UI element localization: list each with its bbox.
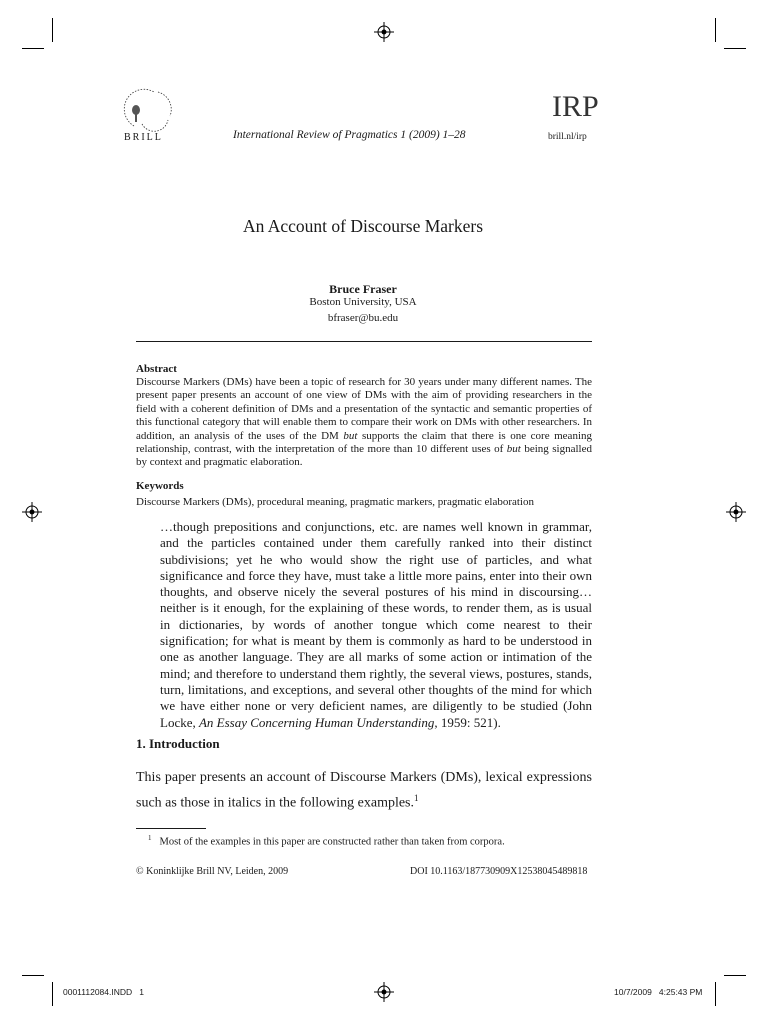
- abstract-emphasis: but: [343, 429, 358, 442]
- registration-mark-icon: [374, 22, 394, 42]
- crop-mark: [715, 18, 716, 42]
- journal-logo-text: IRP: [552, 90, 599, 123]
- epigraph-quote: …though prepositions and conjunctions, etc. are names well known in grammar, and the particles contained under them carefully ranked into their distinct subdivisions; yet he who would show the right use of particles, and what significance and force they have, must take a little more pains, enter into their own thoughts, and observe nicely the several postures of his mind in discoursing…neither is it enough, for the explaining of these words, to render them, as is usual in dictionaries, by words of another tongue which come nearest to their signification; for what is meant by them is commonly as hard to be understood in one as another language. They are all marks of some action or intimation of the mind; and therefore to understand them rightly, the several views, postures, stands, turn, limitations, and exceptions, and several other thoughts of the mind for which we have either none or very deficient names, are diligently to be studied (John Locke, An Essay Concerning Human Understanding, 1959: 521).: [160, 519, 592, 730]
- copyright-notice: © Koninklijke Brill NV, Leiden, 2009: [136, 866, 289, 877]
- print-slug-timestamp: 10/7/2009 4:25:43 PM: [614, 987, 703, 997]
- footnote-reference: 1: [414, 793, 419, 803]
- body-paragraph: This paper presents an account of Discourse Markers (DMs), lexical expressions such as those in italics in the following examples.$^1$: [136, 770, 592, 811]
- registration-mark-icon: [726, 502, 746, 522]
- journal-citation: International Review of Pragmatics 1 (2009) 1–28: [233, 129, 466, 141]
- crop-mark: [22, 48, 44, 49]
- publisher-logo-text: BRILL: [124, 132, 163, 143]
- section-heading: 1. Introduction: [136, 736, 220, 751]
- article-title: An Account of Discourse Markers: [242, 216, 484, 236]
- brill-logo-icon: [124, 86, 176, 130]
- crop-mark: [22, 975, 44, 976]
- title-divider: [136, 341, 592, 342]
- crop-mark: [52, 18, 53, 42]
- abstract-heading: Abstract: [136, 363, 177, 375]
- registration-mark-icon: [22, 502, 42, 522]
- journal-logo-icon: [548, 88, 599, 128]
- crop-mark: [724, 975, 746, 976]
- keywords-text: Discourse Markers (DMs), procedural meaning, pragmatic markers, pragmatic elaboration: [136, 496, 534, 508]
- author-email: bfraser@bu.edu: [327, 312, 399, 324]
- keywords-heading: Keywords: [136, 480, 184, 492]
- epigraph-source-title: An Essay Concerning Human Understanding: [198, 714, 435, 730]
- crop-mark: [52, 982, 53, 1006]
- abstract-text: Discourse Markers (DMs) have been a topic of research for 30 years under many different names. The present paper presents an account of one view of DMs with the aim of providing researchers in the field with a coherent definition of DMs and a presentation of the syntactic and semantic properties of this functional category that will enable them to compare their work on DMs with other researchers. In addition, an analysis of the uses of the DM but supports the claim that there is one core meaning relationship, contrast, with the interpretation of the more than 10 different uses of but being signalled by context and pragmatic elaboration.: [136, 376, 592, 469]
- registration-mark-icon: [374, 982, 394, 1002]
- print-slug-file: 0001112084.INDD 1: [63, 987, 144, 997]
- author-affiliation: Boston University, USA: [309, 296, 417, 308]
- footnote: $^1$ Most of the examples in this paper are constructed rather than taken from corpora.: [148, 834, 505, 848]
- journal-url: brill.nl/irp: [548, 132, 587, 142]
- footnote-number: 1: [148, 834, 152, 842]
- doi: DOI 10.1163/187730909X12538045489818: [410, 866, 588, 877]
- footnote-divider: [136, 828, 206, 829]
- crop-mark: [724, 48, 746, 49]
- crop-mark: [715, 982, 716, 1006]
- abstract-emphasis: but: [506, 443, 521, 456]
- author-name: Bruce Fraser: [329, 282, 397, 296]
